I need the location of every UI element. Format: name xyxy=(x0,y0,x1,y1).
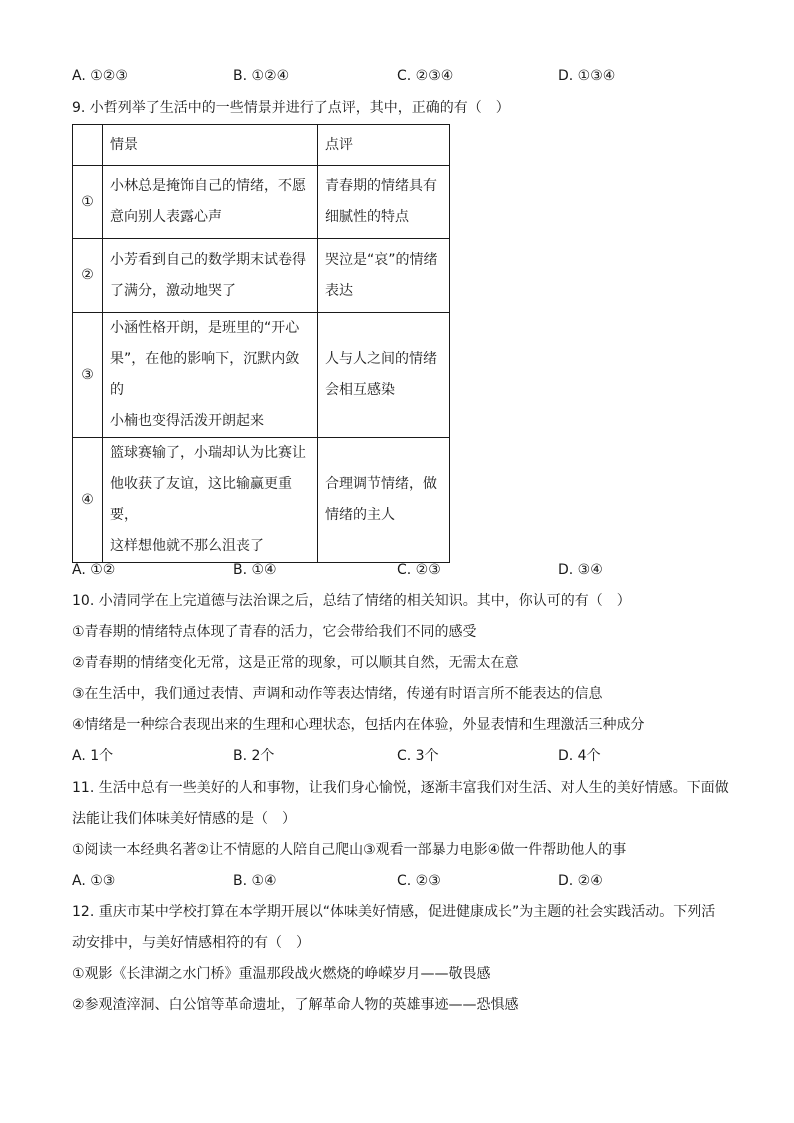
row-comment-line: 表达 xyxy=(325,282,353,299)
q10-option-b: B. 2个 xyxy=(233,748,275,764)
table-row xyxy=(73,313,450,438)
row-scene xyxy=(103,438,318,563)
q10-item-1: ①青春期的情绪特点体现了青春的活力，它会带给我们不同的感受 xyxy=(72,624,477,640)
q9-table xyxy=(72,124,450,563)
q12-stem-line-2: 动安排中，与美好情感相符的有（ ） xyxy=(72,935,310,951)
row-comment-line: 合理调节情绪，做 xyxy=(325,476,437,492)
q11-option-a: A. ①③ xyxy=(72,873,116,889)
row-number: ③ xyxy=(73,313,103,438)
q9-option-b: B. ①④ xyxy=(233,562,277,578)
q12-item-1: ①观影《长津湖之水门桥》重温那段战火燃烧的峥嵘岁月——敬畏感 xyxy=(72,966,491,982)
table-row xyxy=(73,239,450,313)
row-number: ② xyxy=(73,239,103,313)
q10-stem: 10. 小清同学在上完道德与法治课之后，总结了情绪的相关知识。其中，你认可的有（ ） xyxy=(72,593,631,609)
q11-option-c: C. ②③ xyxy=(397,873,441,889)
row-number: ④ xyxy=(73,438,103,563)
row-comment xyxy=(318,239,450,313)
row-scene-line: 他收获了友谊，这比输赢更重要， xyxy=(110,476,292,523)
q9-stem: 9. 小哲列举了生活中的一些情景并进行了点评，其中，正确的有（ ） xyxy=(72,100,510,116)
row-comment xyxy=(318,438,450,563)
q8-option-d: D. ①③④ xyxy=(558,68,616,84)
q12-item-2: ②参观渣滓洞、白公馆等革命遗址，了解革命人物的英雄事迹——恐惧感 xyxy=(72,997,519,1013)
row-comment-line: 人与人之间的情绪 xyxy=(325,351,437,367)
q8-options xyxy=(72,66,732,86)
q8-option-c: C. ②③④ xyxy=(397,68,454,84)
q10-options xyxy=(72,746,732,766)
q8-option-a: A. ①②③ xyxy=(72,68,128,84)
row-comment xyxy=(318,166,450,239)
row-scene-line: 小芳看到自己的数学期末试卷得 xyxy=(110,251,306,268)
q11-item: ①阅读一本经典名著②让不情愿的人陪自己爬山③观看一部暴力电影④做一件帮助他人的事 xyxy=(72,842,627,858)
row-comment-line: 情绪的主人 xyxy=(325,507,395,523)
q9-option-c: C. ②③ xyxy=(397,562,441,578)
q11-stem-line-1: 11. 生活中总有一些美好的人和事物，让我们身心愉悦，逐渐丰富我们对生活、对人生的美好情感。下面做 xyxy=(72,780,729,796)
row-scene-line: 小楠也变得活泼开朗起来 xyxy=(110,413,264,429)
q9-options xyxy=(72,560,732,580)
row-scene-line: 篮球赛输了，小瑞却认为比赛让 xyxy=(110,445,306,461)
q11-options xyxy=(72,871,732,891)
row-scene-line: 意向别人表露心声 xyxy=(110,209,222,225)
row-scene-line: 小林总是掩饰自己的情绪，不愿 xyxy=(110,178,306,194)
q10-item-4: ④情绪是一种综合表现出来的生理和心理状态，包括内在体验，外显表情和生理激活三种成分 xyxy=(72,717,645,733)
q10-item-3: ③在生活中，我们通过表情、声调和动作等表达情绪，传递有时语言所不能表达的信息 xyxy=(72,686,603,702)
q9-option-a: A. ①② xyxy=(72,562,116,578)
row-scene-line: 小涵性格开朗，是班里的“开心 xyxy=(110,320,300,336)
row-scene-line: 果”，在他的影响下，沉默内敛的 xyxy=(110,351,300,398)
q10-option-a: A. 1个 xyxy=(72,748,114,764)
q8-option-b: B. ①②④ xyxy=(233,68,290,84)
q10-option-c: C. 3个 xyxy=(397,748,439,764)
row-scene xyxy=(103,166,318,239)
row-comment-line: 青春期的情绪具有 xyxy=(325,178,437,194)
table-header-scene: 情景 xyxy=(103,125,318,166)
row-scene-line: 了满分，激动地哭了 xyxy=(110,282,236,299)
row-number: ① xyxy=(73,166,103,239)
q10-item-2: ②青春期的情绪变化无常，这是正常的现象，可以顺其自然，无需太在意 xyxy=(72,655,519,671)
row-scene-line: 这样想他就不那么沮丧了 xyxy=(110,538,264,554)
row-scene xyxy=(103,239,318,313)
q10-option-d: D. 4个 xyxy=(558,748,601,764)
q11-option-b: B. ①④ xyxy=(233,873,277,889)
q11-option-d: D. ②④ xyxy=(558,873,603,889)
q9-option-d: D. ③④ xyxy=(558,562,603,578)
q12-stem-line-1: 12. 重庆市某中学校打算在本学期开展以“体味美好情感，促进健康成长”为主题的社会实践活动。下列活 xyxy=(72,904,716,920)
table-header-row xyxy=(73,125,450,166)
row-comment-line: 细腻性的特点 xyxy=(325,209,409,225)
row-scene xyxy=(103,313,318,438)
q11-stem-line-2: 法能让我们体味美好情感的是（ ） xyxy=(72,811,296,827)
table-header-num xyxy=(73,125,103,166)
table-header-comment: 点评 xyxy=(318,125,450,166)
row-comment-line: 会相互感染 xyxy=(325,382,395,398)
table-row xyxy=(73,438,450,563)
row-comment xyxy=(318,313,450,438)
row-comment-line: 哭泣是“哀”的情绪 xyxy=(325,251,438,268)
table-row xyxy=(73,166,450,239)
